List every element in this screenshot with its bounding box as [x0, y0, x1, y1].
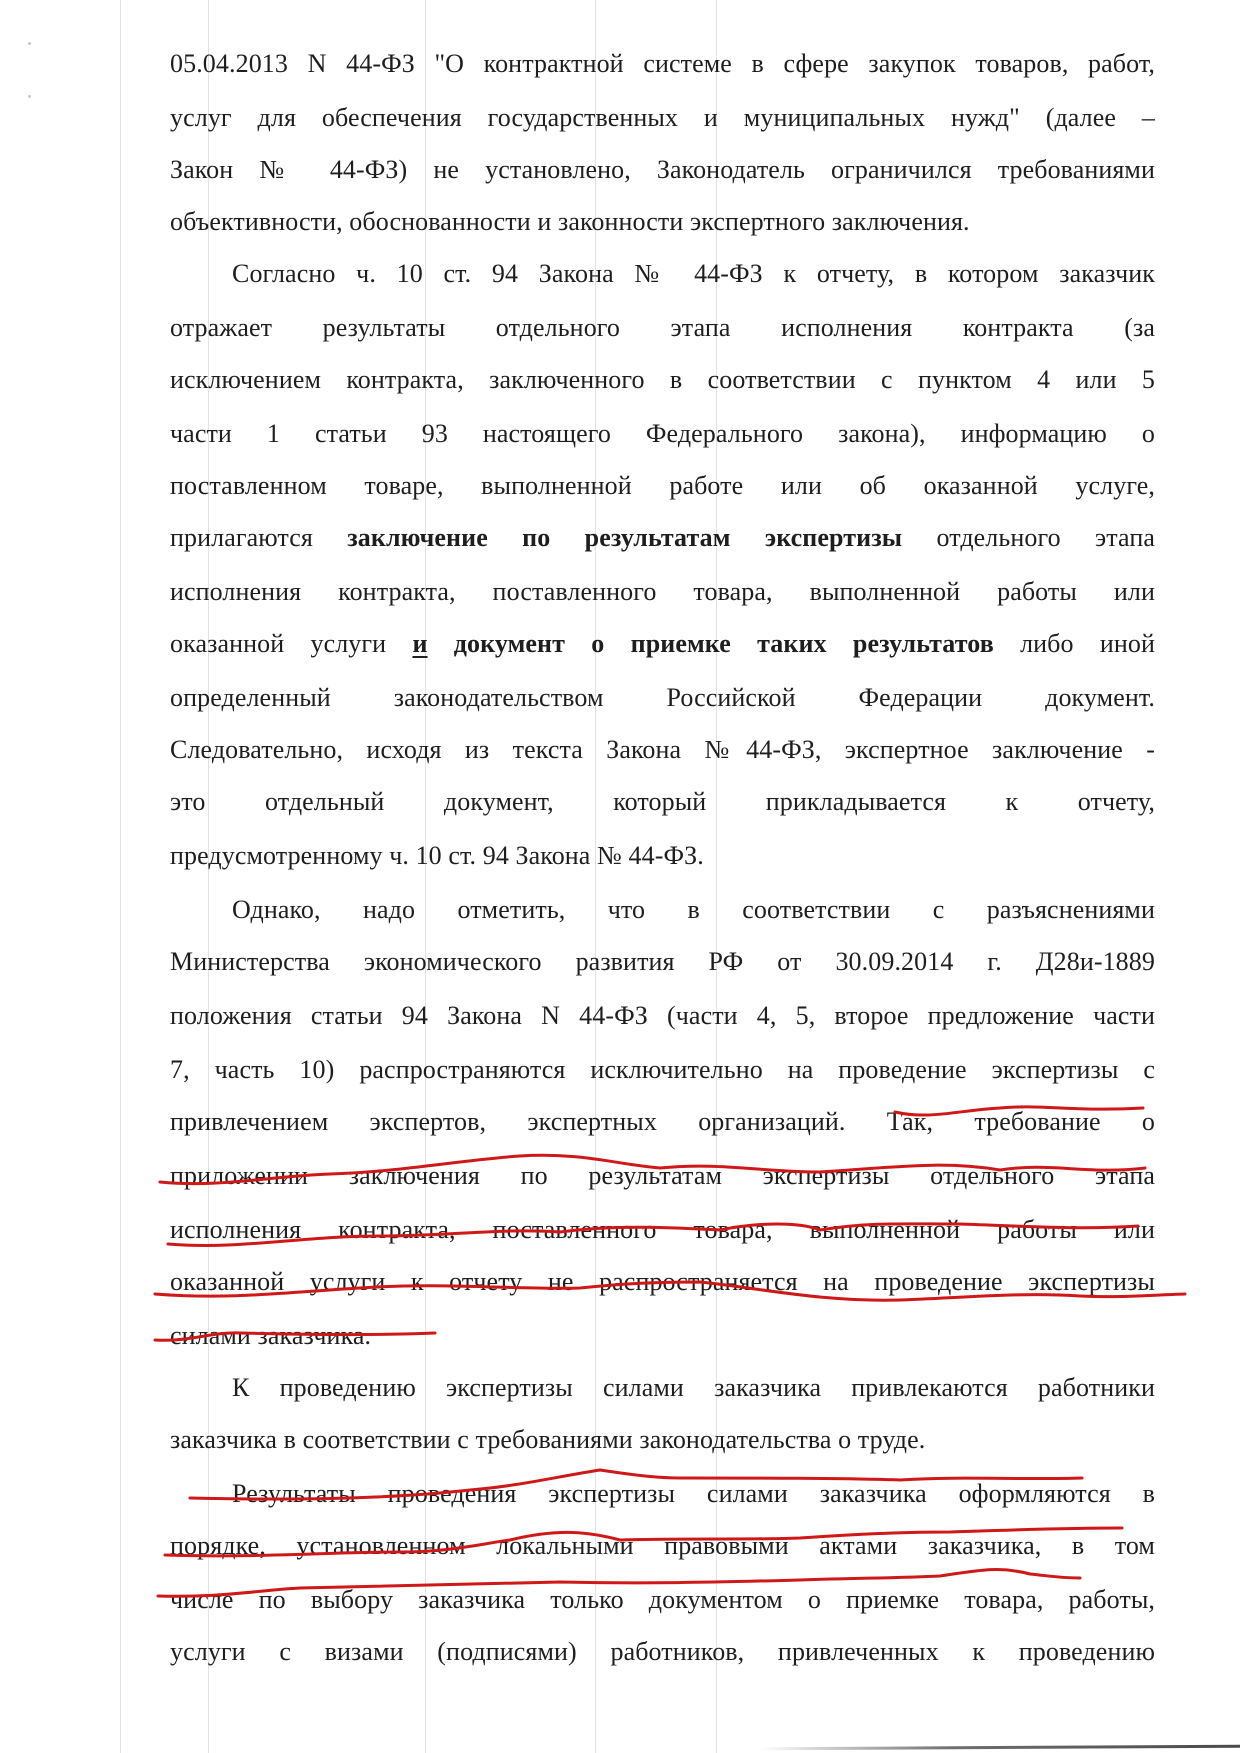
text-line [170, 576, 1155, 608]
text-run: услуг для обеспечения государственных и муниципальных нужд" (далее – [170, 103, 1155, 132]
text-run: исполнения контракта, поставленного товара, выполненной работы или [170, 1215, 1155, 1244]
text-line [170, 522, 1155, 554]
text-run: части 1 статьи 93 настоящего Федерального закона), информацию о [170, 419, 1155, 448]
text-line [170, 946, 1155, 978]
text-line [170, 1530, 1155, 1562]
text-line [170, 1106, 1155, 1138]
text-run: исполнения контракта, поставленного товара, выполненной работы или [170, 577, 1155, 606]
text-run: порядке, установленном локальными правовыми актами заказчика, в том [170, 1531, 1155, 1560]
text-line [232, 1372, 1155, 1404]
text-line [170, 102, 1155, 134]
text-run: это отдельный документ, который прикладывается к отчету, [170, 787, 1155, 816]
text-run: Следовательно, исходя из текста Закона №44-ФЗ, экспертное заключение - [170, 735, 1155, 764]
text-line [170, 1320, 1155, 1352]
text-run: либо иной [993, 629, 1156, 658]
text-run: определенный законодательством Российской Федерации документ. [170, 683, 1155, 712]
text-line [232, 894, 1155, 926]
scan-fold-line [120, 0, 121, 1753]
text-line [170, 840, 1155, 872]
page-bottom-edge [760, 1745, 1240, 1751]
scan-speck [28, 95, 31, 98]
text-line [170, 1214, 1155, 1246]
bold-text-run: документ о приемке таких результатов [427, 629, 994, 658]
text-run: заказчика в соответствии с требованиями законодательства о труде. [170, 1425, 926, 1454]
text-run: исключением контракта, заключенного в соответствии с пунктом 4 или 5 [170, 365, 1155, 394]
text-run: поставленном товаре, выполненной работе или об оказанной услуге, [170, 471, 1155, 500]
text-line [170, 1054, 1155, 1086]
bold-text-run: и [412, 629, 428, 658]
text-run: Однако, надо отметить, что в соответствии с разъяснениями [232, 895, 1155, 924]
text-run: Министерства экономического развития РФ от 30.09.2014 г. Д28и-1889 [170, 947, 1155, 976]
text-run: объективности, обоснованности и законности экспертного заключения. [170, 207, 970, 236]
text-run: 05.04.2013 N 44-ФЗ "О контрактной системе в сфере закупок товаров, работ, [170, 49, 1155, 78]
text-line [170, 48, 1155, 80]
text-line [232, 1478, 1155, 1510]
text-line [232, 258, 1155, 290]
text-line [170, 1000, 1155, 1032]
text-run: Закон № 44-ФЗ) не установлено, Законодатель ограничился требованиями [170, 155, 1155, 184]
text-run: числе по выбору заказчика только документом о приемке товара, работы, [170, 1585, 1155, 1614]
text-line [170, 364, 1155, 396]
text-run: предусмотренному ч. 10 ст. 94 Закона № 44-ФЗ. [170, 841, 704, 870]
text-run: положения статьи 94 Закона N 44-ФЗ (части 4, 5, второе предложение части [170, 1001, 1155, 1030]
scan-speck [28, 42, 31, 45]
text-run: приложении заключения по результатам экспертизы отдельного этапа [170, 1161, 1155, 1190]
text-line [170, 734, 1155, 766]
text-run: К проведению экспертизы силами заказчика привлекаются работники [232, 1373, 1155, 1402]
text-line [170, 154, 1155, 186]
text-run: привлечением экспертов, экспертных организаций. Так, требование о [170, 1107, 1155, 1136]
text-line [170, 786, 1155, 818]
text-line [170, 470, 1155, 502]
text-run: оказанной услуги [170, 629, 413, 658]
text-line [170, 628, 1155, 660]
text-run: услуги с визами (подписями) работников, привлеченных к проведению [170, 1637, 1155, 1666]
text-run: оказанной услуги к отчету не распространяется на проведение экспертизы [170, 1267, 1155, 1296]
scan-fold-line [208, 0, 209, 1753]
text-run: прилагаются [170, 523, 348, 552]
text-line [170, 1584, 1155, 1616]
text-run: отражает результаты отдельного этапа исполнения контракта (за [170, 313, 1155, 342]
text-line [170, 682, 1155, 714]
bold-text-run: заключение по результатам экспертизы [347, 523, 903, 552]
text-line [170, 418, 1155, 450]
text-run: Результаты проведения экспертизы силами заказчика оформляются в [232, 1479, 1155, 1508]
text-run: 7, часть 10) распространяются исключительно на проведение экспертизы с [170, 1055, 1155, 1084]
text-run: силами заказчика. [170, 1321, 372, 1350]
text-run: отдельного этапа [902, 523, 1155, 552]
text-line [170, 1424, 1155, 1456]
text-line [170, 1266, 1155, 1298]
text-line [170, 206, 1155, 238]
text-line [170, 312, 1155, 344]
text-run: Согласно ч. 10 ст. 94 Закона № 44-ФЗ к отчету, в котором заказчик [232, 259, 1155, 288]
text-line [170, 1160, 1155, 1192]
text-line [170, 1636, 1155, 1668]
